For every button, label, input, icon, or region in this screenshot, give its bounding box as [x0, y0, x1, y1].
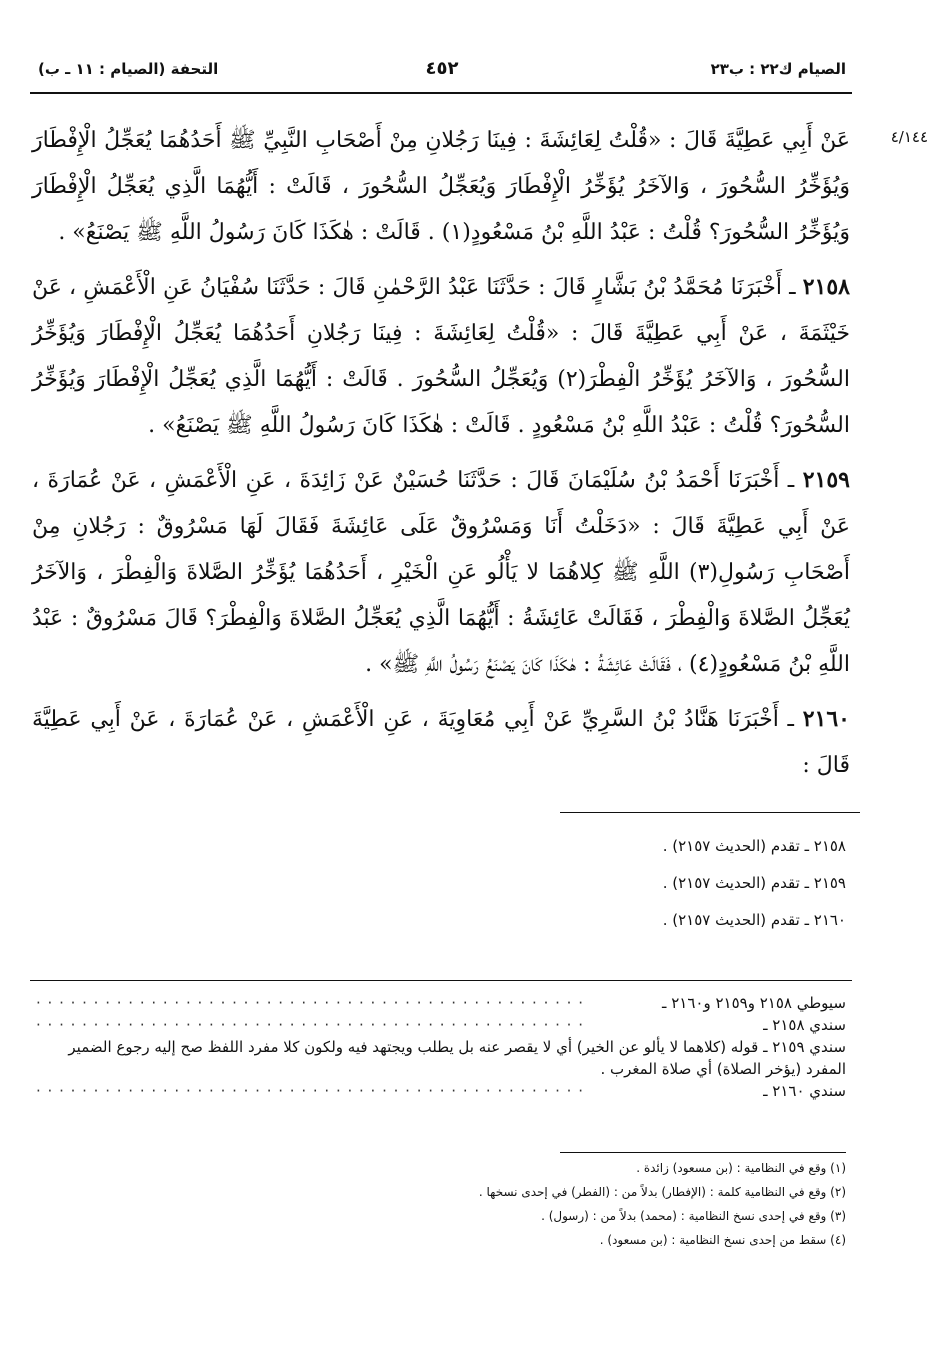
page-header [38, 58, 846, 88]
footnote-rule [560, 1152, 846, 1153]
commentary-line [36, 1080, 846, 1102]
hadith-body: ـ أَخْبَرَنَا أَحْمَدُ بْنُ سُلَيْمَانَ قَالَ : حَدَّثَنَا حُسَيْنٌ عَنْ زَائِدَةَ ، عَنِ الْأَعْمَشِ ، عَنْ عُمَارَةَ ، عَنْ أَبِي عَطِيَّةَ قَالَ : «دَخَلْتُ أَنَا وَمَسْرُوقٌ عَلَى عَائِشَةَ فَقَالَ لَهَا مَسْرُوقٌ : رَجُلانِ مِنْ أَصْحَابِ رَسُولِ(٣) اللَّهِ ﷺ كِلاهُمَا لا يَأْلُو عَنِ الْخَيْرِ ، أَحَدُهُمَا يُؤَخِّرُ الصَّلاةَ وَالْفِطْرَ ، وَالآخَرُ يُعَجِّلُ الصَّلاةَ وَالْفِطْرَ ، فَقَالَتْ عَائِشَةُ : أَيُّهُمَا الَّذِي يُعَجِّلُ الصَّلاةَ وَالْفِطْرَ؟ قَالَ مَسْرُوقٌ : عَبْدُ اللَّهِ بْنُ مَسْعُودٍ(٤) ، فَقَالَتْ عَائِشَةُ : هٰكَذَا كَانَ يَصْنَعُ رَسُولُ اللَّهِ ﷺ» . [32, 468, 850, 677]
hadith-text [32, 118, 850, 797]
margin-reference: ٤/١٤٤ [890, 128, 928, 146]
hadith-paragraph [32, 457, 850, 688]
footnote: (٢) وقع في النظامية كلمة : (الإفطار) بدلاً من : (الفطر) في إحدى نسخها . [478, 1185, 846, 1199]
takhrij-note: ٢١٥٨ ـ تقدم (الحديث ٢١٥٧) . [662, 837, 846, 855]
footnote: (٤) سقط من إحدى نسخ النظامية : (بن مسعود) . [599, 1233, 846, 1247]
header-rule [30, 92, 852, 94]
footnotes [200, 1156, 846, 1252]
page-number: ٤٥٢ [425, 58, 459, 79]
hadith-paragraph [32, 118, 850, 256]
commentary-suyuti: سيوطي ٢١٥٨ و٢١٥٩ و٢١٦٠ ـ [662, 994, 846, 1012]
header-tuhfa-ref: التحفة (الصيام : ١١ ـ ب) [38, 60, 219, 78]
hadith-number: ٢١٥٩ [802, 467, 850, 493]
takhrij-notes [350, 828, 846, 939]
hadith-body: عَنْ أَبِي عَطِيَّةَ قَالَ : «قُلْتُ لِعَائِشَةَ : فِينَا رَجُلانِ مِنْ أَصْحَابِ النَّبِيِّ ﷺ أَحَدُهُمَا يُعَجِّلُ الْإِفْطَارَ وَيُؤَخِّرُ السُّحُورَ ، وَالآخَرُ يُؤَخِّرُ الْإِفْطَارَ وَيُعَجِّلُ السُّحُورَ ، قَالَتْ : أَيُّهُمَا الَّذِي يُعَجِّلُ الْإِفْطَارَ وَيُؤَخِّرُ السُّحُورَ؟ قُلْتُ : عَبْدُ اللَّهِ بْنُ مَسْعُودٍ(١) . قَالَتْ : هٰكَذَا كَانَ رَسُولُ اللَّهِ ﷺ يَصْنَعُ» . [32, 128, 850, 245]
text-end-rule [560, 812, 860, 813]
hadith-number: ٢١٦٠ [802, 706, 850, 732]
commentary-line [36, 1014, 846, 1036]
hadith-paragraph [32, 264, 850, 449]
commentary-section [36, 992, 846, 1102]
hadith-number: ٢١٥٨ [802, 274, 850, 300]
commentary-rule [30, 980, 852, 981]
footnote: (١) وقع في النظامية : (بن مسعود) زائدة . [636, 1161, 846, 1175]
takhrij-note: ٢١٥٩ ـ تقدم (الحديث ٢١٥٧) . [662, 874, 846, 892]
commentary-sindi: سندي ٢١٥٨ ـ [763, 1016, 846, 1034]
header-chapter-ref: الصيام ك٢٢ : ب٢٣ [710, 60, 846, 78]
hadith-paragraph [32, 696, 850, 789]
footnote: (٣) وقع في إحدى نسخ النظامية : (محمد) بدلاً من : (رسول) . [541, 1209, 846, 1223]
commentary-line: سندي ٢١٥٩ ـ قوله (كلاهما لا يألو عن الخير) أي لا يقصر عنه بل يطلب ويجتهد فيه ولكون كلا مفرد اللفظ صح إليه رجوع الضمير المفرد (يؤخر الصلاة) أي صلاة المغرب . [68, 1038, 846, 1078]
takhrij-note: ٢١٦٠ ـ تقدم (الحديث ٢١٥٧) . [662, 911, 846, 929]
commentary-line [36, 992, 846, 1014]
hadith-body: ـ أَخْبَرَنَا مُحَمَّدُ بْنُ بَشَّارٍ قَالَ : حَدَّثَنَا عَبْدُ الرَّحْمٰنِ قَالَ : حَدَّثَنَا سُفْيَانُ عَنِ الْأَعْمَشِ ، عَنْ خَيْثَمَةَ ، عَنْ أَبِي عَطِيَّةَ قَالَ : «قُلْتُ لِعَائِشَةَ : فِينَا رَجُلانِ أَحَدُهُمَا يُعَجِّلُ الْإِفْطَارَ وَيُؤَخِّرُ السُّحُورَ ، وَالآخَرُ يُؤَخِّرُ الْفِطْرَ(٢) وَيُعَجِّلُ السُّحُورَ . قَالَتْ : أَيُّهُمَا الَّذِي يُعَجِّلُ الْإِفْطَارَ وَيُؤَخِّرُ السُّحُورَ؟ قُلْتُ : عَبْدُ اللَّهِ بْنُ مَسْعُودٍ . قَالَتْ : هٰكَذَا كَانَ رَسُولُ اللَّهِ ﷺ يَصْنَعُ» . [32, 275, 850, 438]
dot-leader: · · · · · · · · · · · · · · · · · · · · · · · · · · · · · · · · · · · · · · · · · · · · · · · · [36, 1082, 584, 1100]
dot-leader: · · · · · · · · · · · · · · · · · · · · · · · · · · · · · · · · · · · · · · · · · · · · · · · · [36, 1016, 584, 1034]
dot-leader: · · · · · · · · · · · · · · · · · · · · · · · · · · · · · · · · · · · · · · · · · · · · · · · · [36, 994, 584, 1012]
commentary-sindi: سندي ٢١٦٠ ـ [763, 1082, 846, 1100]
hadith-body: ـ أَخْبَرَنَا هَنَّادُ بْنُ السَّرِيِّ عَنْ أَبِي مُعَاوِيَةَ ، عَنِ الْأَعْمَشِ ، عَنْ عُمَارَةَ ، عَنْ أَبِي عَطِيَّةَ قَالَ : [32, 707, 850, 778]
